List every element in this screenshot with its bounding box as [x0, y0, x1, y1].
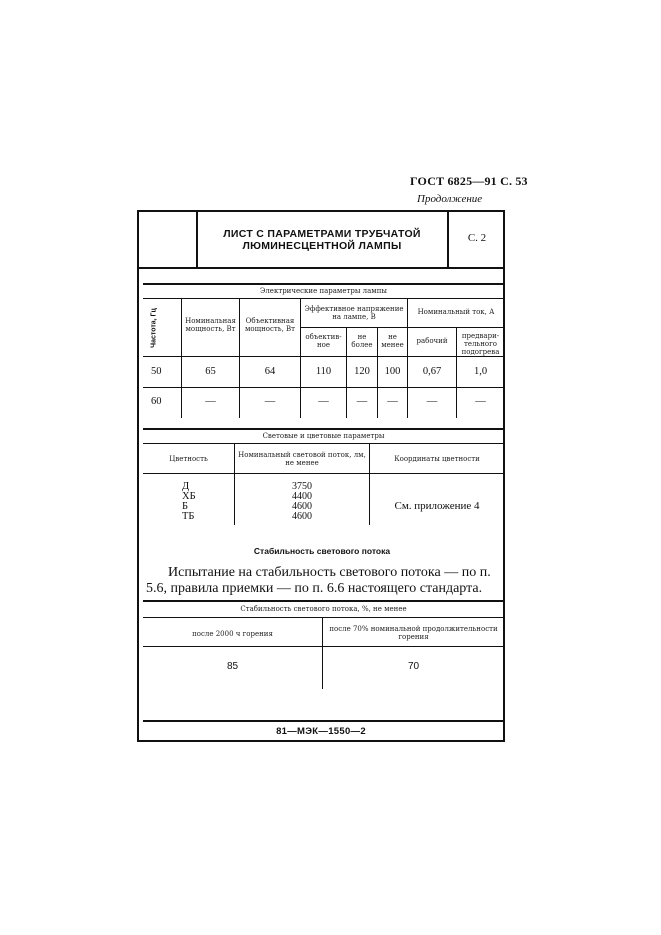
cell-voltage-max: 120 [354, 366, 370, 377]
rule [143, 443, 504, 444]
header-coords: Координаты цветности [394, 455, 480, 463]
continuation-label: Продолжение [417, 193, 483, 205]
cell-frequency: 50 [151, 366, 162, 377]
header-after-2000: после 2000 ч горения [192, 630, 273, 638]
cell-objective-power: 64 [264, 366, 276, 377]
cell-frequency: 60 [151, 396, 162, 407]
header-after-70: после 70% номинальной продолжительности горения [329, 625, 498, 641]
rule [300, 327, 504, 328]
header-voltage-max: не более [351, 333, 373, 349]
cell-current-working: — [426, 396, 438, 407]
cell-objective-power: — [264, 396, 276, 407]
color-item: ХБ [182, 491, 196, 502]
rule [143, 428, 504, 430]
header-voltage-group: Эффективное напряжение на лампе, В [304, 305, 404, 321]
header-current-working: рабочий [416, 337, 448, 345]
rule [143, 283, 504, 285]
photometric-caption: Световые и цветовые параметры [262, 432, 385, 440]
cell-nominal-power: 65 [205, 366, 216, 377]
cell-nominal-power: — [205, 396, 216, 407]
footer-rule [143, 720, 505, 722]
cell-voltage-min: — [387, 396, 398, 407]
header-voltage-min: не менее [381, 333, 404, 349]
rule [143, 356, 504, 357]
flux-item: 3750 [292, 481, 312, 492]
header-current-group: Номинальный ток, А [417, 308, 495, 316]
cell-voltage-objective: — [318, 396, 329, 407]
header-objective-power: Объективная мощность, Вт [244, 317, 296, 333]
cell-voltage-max: — [356, 396, 368, 407]
flux-item: 4600 [292, 501, 312, 512]
cell-current-working: 0,67 [422, 366, 442, 377]
cell-current-preheat: 1,0 [473, 366, 488, 377]
sheet-title-line2: ЛЮМИНЕСЦЕНТНОЙ ЛАМПЫ [242, 240, 402, 252]
rule [143, 387, 504, 388]
standard-number: ГОСТ 6825—91 С. 53 [410, 174, 528, 188]
cell-voltage-min: 100 [384, 366, 401, 377]
header-color: Цветность [169, 455, 208, 463]
color-list [182, 482, 196, 522]
color-item: ТБ [182, 511, 195, 522]
stability-text: Испытание на стабильность светового потока — по п. 5.6, правила приемки — по п. 6.6 настоящего стандарта. [146, 565, 491, 596]
footer-code: 81—МЭК—1550—2 [276, 726, 366, 737]
value-after-70: 70 [407, 661, 420, 672]
flux-list [235, 482, 369, 522]
rule [143, 298, 504, 299]
header-nominal-power: Номинальная мощность, Вт [185, 317, 236, 333]
color-item: Д [182, 481, 190, 492]
stability-title: Стабильность светового потока [253, 546, 391, 556]
electrical-caption: Электрические параметры лампы [260, 287, 387, 295]
header-flux: Номинальный световой поток, лм, не менее [238, 451, 366, 467]
header-voltage-objective: объектив-ное [305, 333, 342, 349]
rule [143, 617, 504, 618]
cell-voltage-objective: 110 [315, 366, 332, 377]
rule [143, 600, 504, 602]
header-frequency: Частота, Гц [150, 308, 158, 348]
rule [143, 473, 504, 474]
cell-current-preheat: — [475, 396, 486, 407]
sheet-title [198, 228, 446, 252]
value-after-2000: 85 [226, 661, 239, 672]
header-current-preheat: предвари-тельного подогрева [461, 332, 500, 356]
flux-item: 4400 [292, 491, 312, 502]
rule [143, 646, 504, 647]
header-bottom-rule [137, 267, 505, 269]
sheet-page-number: С. 2 [467, 232, 487, 244]
stability-caption: Стабильность светового потока, %, не менее [240, 605, 407, 613]
coords-value: См. приложение 4 [394, 500, 480, 512]
flux-item: 4600 [292, 511, 312, 522]
stability-paragraph [146, 565, 502, 597]
sheet-title-line1: ЛИСТ С ПАРАМЕТРАМИ ТРУБЧАТОЙ [223, 228, 421, 240]
color-item: Б [182, 501, 189, 512]
